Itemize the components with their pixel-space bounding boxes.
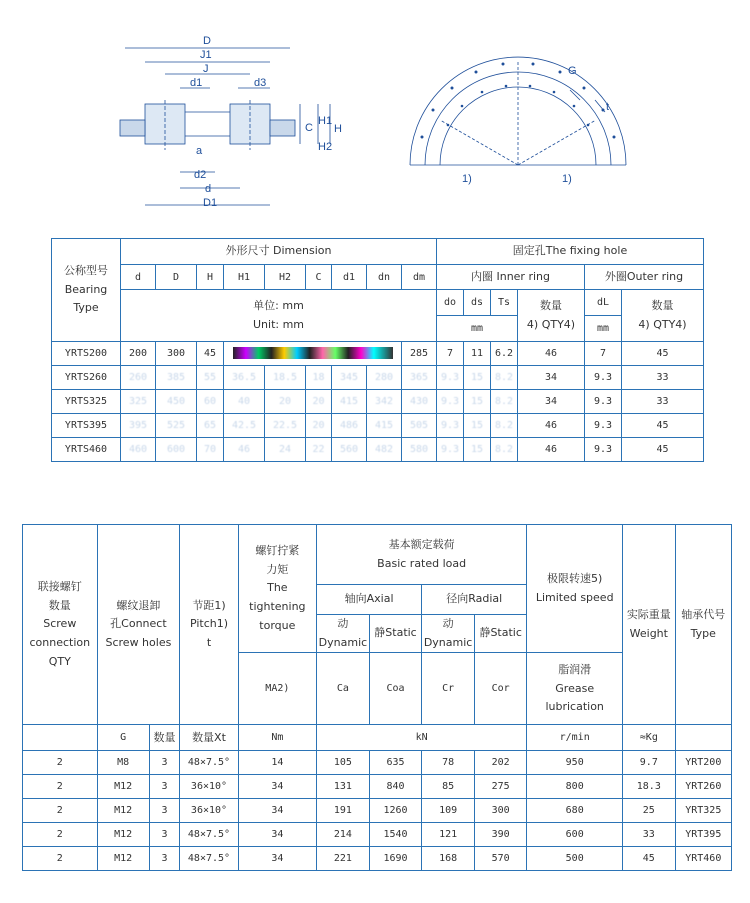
col-C: C [306,265,332,290]
ring-drawing [410,57,626,165]
table-row: 2 M12 3 36×10° 34 191 1260 109 300 680 25 YRT325 [23,799,732,823]
header-axial-static: 静Static [369,615,421,653]
unit-rmin: r/min [527,725,623,751]
header-screw-holes: 螺纹退卸 孔Connect Screw holes [97,525,180,725]
label-D: D [203,35,211,47]
header-torque: 螺钉拧紧 力矩 The tightening torque [238,525,316,653]
label-d1: d1 [190,77,203,89]
label-d: d [205,183,212,195]
col-dn: dn [367,265,402,290]
col-ma: MA2) [238,653,316,725]
table-row: 2 M8 3 48×7.5° 14 105 635 78 202 950 9.7 YRT200 [23,751,732,775]
label-a: a [196,145,203,157]
unit-kn: kN [316,725,526,751]
col-dm: dm [402,265,437,290]
col-H2: H2 [265,265,306,290]
col-H1: H1 [224,265,265,290]
unit-nm: Nm [238,725,316,751]
label-H2: H2 [318,141,333,153]
table-row: 2 M12 3 48×7.5° 34 221 1690 168 570 500 45 YRT460 [23,847,732,871]
label-d2: d2 [194,169,207,181]
header-basic-load: 基本额定载荷 Basic rated load [316,525,526,585]
label-t: t [606,101,610,113]
table-row: YRTS260 260 385 55 36.5 18.5 18 345 280 365 9.3 15 8.2 34 9.3 33 [52,366,704,390]
label-note-1-left: 1) [462,173,472,185]
col-d: d [121,265,156,290]
col-D: D [156,265,197,290]
label-J1: J1 [200,49,212,61]
table-row: YRTS460 460 600 70 46 24 22 560 482 580 9.3 15 8.2 46 9.3 45 [52,438,704,462]
header-qty-inner: 数量 4) QTY4) [518,290,585,342]
table-row: 2 M12 3 48×7.5° 34 214 1540 121 390 600 33 YRT395 [23,823,732,847]
col-ca: Ca [316,653,369,725]
table-row: YRTS325 325 450 60 40 20 20 415 342 430 9.3 15 8.2 34 9.3 33 [52,390,704,414]
col-coa: Coa [369,653,421,725]
header-pitch: 节距1) Pitch1) t [180,525,238,725]
col-H: H [197,265,224,290]
table-row: YRTS395 395 525 65 42.5 22.5 20 486 415 505 9.3 15 8.2 46 9.3 45 [52,414,704,438]
header-radial-dynamic: 动Dynamic [422,615,475,653]
table-row: 2 M12 3 36×10° 34 131 840 85 275 800 18.3 YRT260 [23,775,732,799]
unit-kg: ≈Kg [623,725,676,751]
header-weight: 实际重量 Weight [623,525,676,725]
col-ds: ds [464,290,491,316]
col-ts: Ts [491,290,518,316]
header-speed: 极限转速5) Limited speed [527,525,623,653]
label-d3: d3 [254,77,267,89]
label-D1: D1 [203,197,218,209]
header-axial-dynamic: 动Dynamic [316,615,369,653]
col-d1: d1 [332,265,367,290]
header-radial-static: 静Static [475,615,527,653]
header-grease: 脂润滑 Grease lubrication [527,653,623,725]
col-cor: Cor [475,653,527,725]
header-inner-ring: 内圈 Inner ring [437,265,585,290]
unit-label: 单位: mm Unit: mm [121,290,437,342]
header-dimension: 外形尺寸 Dimension [121,239,437,265]
unit-g: G [97,725,149,751]
col-do: do [437,290,464,316]
inner-unit-mm: mm [437,316,518,342]
label-C: C [305,122,313,134]
cross-section-drawing [120,48,333,205]
unit-qty: 数量 [149,725,180,751]
col-cr: Cr [422,653,475,725]
header-radial: 径向Radial [422,585,527,615]
dl-unit-mm: mm [585,316,622,342]
dimension-table [51,238,704,462]
technical-drawings [0,0,750,225]
load-rating-table [22,524,732,871]
label-G: G [568,65,577,77]
label-J: J [203,63,209,75]
header-axial: 轴向Axial [316,585,421,615]
unit-qty-xt: 数量Xt [180,725,238,751]
header-qty-outer: 数量 4) QTY4) [622,290,704,342]
label-H: H [334,123,342,135]
header-bearing-type: 公称型号 Bearing Type [52,239,121,342]
header-fixing-hole: 固定孔The fixing hole [437,239,704,265]
header-screw-qty: 联接螺钉 数量 Screw connection QTY [23,525,98,725]
obscured-cells [224,342,402,366]
label-H1: H1 [318,115,333,127]
label-note-1-right: 1) [562,173,572,185]
header-bearing-code: 轴承代号 Type [675,525,731,725]
header-outer-ring: 外圈Outer ring [585,265,704,290]
col-dL: dL [585,290,622,316]
table-row: YRTS200 200 300 45 285 7 11 6.2 46 7 45 [52,342,704,366]
